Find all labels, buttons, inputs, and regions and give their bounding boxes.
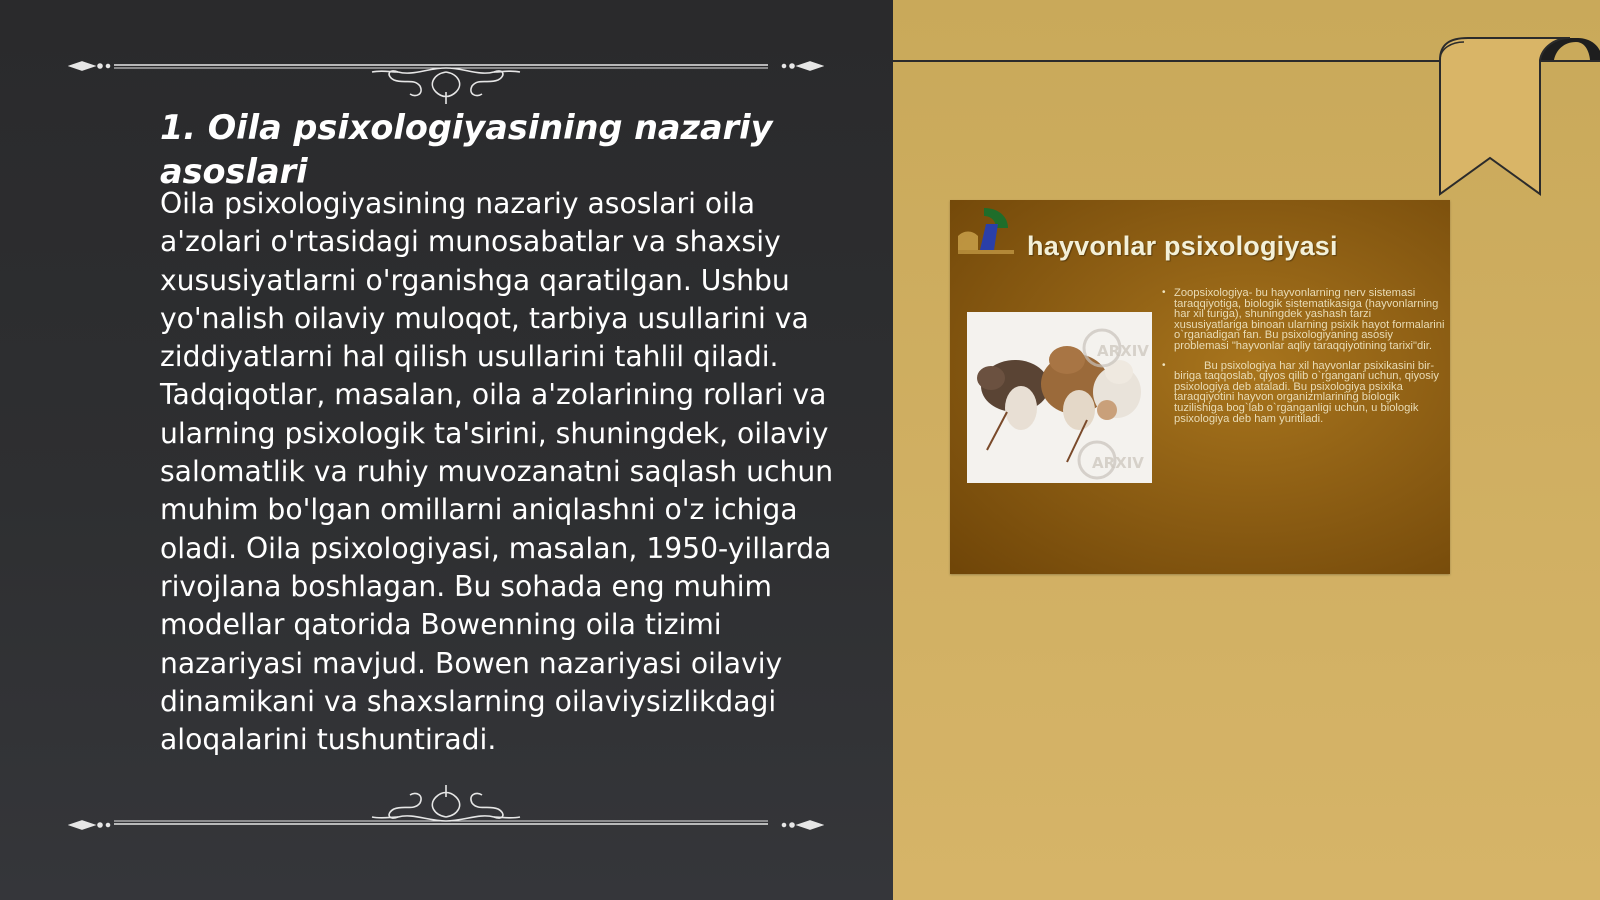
- rodents-illustration: [967, 312, 1152, 483]
- bullet-text: Zoopsixologiya- bu hayvonlarning nerv sistemasi taraqqiyotiga, biologik sistematikasiga (hayvonlarning har xil turiga), shuningdek yashash tarzi xususiyatlariga binoan ularning psixik hayot formalarini o`rganadigan fan. Bu psixologiyaning asosiy problemasi "hayvonlar aqliy taraqqiyotining tarixi"dir.: [1174, 287, 1445, 352]
- bottom-ornament-divider: [68, 775, 824, 835]
- embedded-slide-bullets: [1158, 288, 1448, 433]
- animals-photo: [967, 312, 1152, 483]
- top-ornament-divider: [68, 46, 824, 106]
- watermark-top: ARXIV: [1097, 342, 1149, 360]
- bullet-icon: •: [1162, 287, 1166, 298]
- list-item: [1158, 361, 1448, 425]
- arxiv-logo-icon: [956, 206, 1018, 258]
- embedded-slide-title: hayvonlar psixologiyasi: [1027, 231, 1338, 261]
- bullet-text: Bu psixologiya har xil hayvonlar psixikasini bir-biriga taqqoslab, qiyos qilib o`rgangani uchun, qiyosiy psixologiya deb ataladi. Bu psixologiya psixika taraqqiyotini hayvon organizmlarining biologik tuzilishiga bog`lab o`rganganligi uchun, u biologik psixologiya deb ham yuritiladi.: [1174, 359, 1439, 425]
- slide-body-text: Oila psixologiyasining nazariy asoslari oila a'zolari o'rtasidagi munosabatlar va shaxsiy xususiyatlarni o'rganishga qaratilgan. Ushbu yo'nalish oilaviy muloqot, tarbiya usullarini va ziddiyatlarni hal qilish usullarini tahlil qiladi. Tadqiqotlar, masalan, oila a'zolarining rollari va ularning psixologik ta'sirini, shuningdek, oilaviy salomatlik va ruhiy muvozanatni saqlash uchun muhim bo'lgan omillarni aniqlashni o'z ichiga oladi. Oila psixologiyasi, masalan, 1950-yillarda rivojlana boshlagan. Bu sohada eng muhim modellar qatorida Bowenning oila tizimi nazariyasi mavjud. Bowen nazariyasi oilaviy dinamikani va shaxslarning oilaviysizlikdagi aloqalarini tushuntiradi.: [160, 187, 834, 757]
- slide-title: 1. Oila psixologiyasining nazariy asoslari: [160, 108, 773, 191]
- ribbon-bookmark-icon: [1430, 34, 1600, 204]
- watermark-bottom: ARXIV: [1092, 454, 1144, 472]
- embedded-slide-image: [950, 200, 1450, 574]
- list-item: [1158, 288, 1448, 352]
- bullet-icon: •: [1162, 359, 1166, 371]
